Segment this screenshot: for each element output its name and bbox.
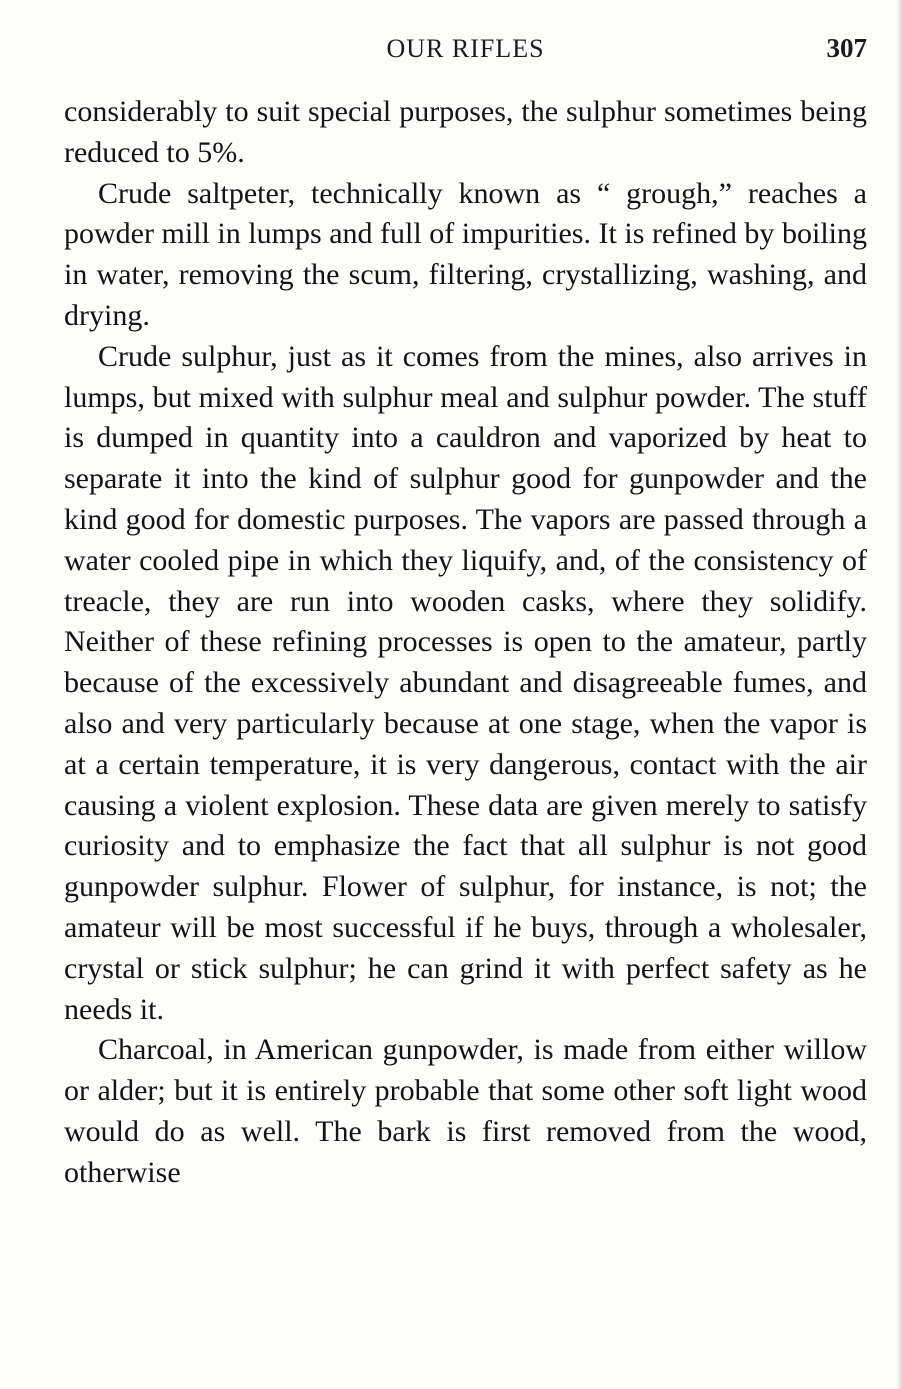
- paragraph-charcoal: Charcoal, in American gunpowder, is made from either willow or alder; but it is entirely probable that some other soft light wood would do as well. The bark is first removed from the wood, otherwise: [64, 1033, 867, 1189]
- paragraph-sulphur: Crude sulphur, just as it comes from the mines, also arrives in lumps, but mixed with sulphur meal and sulphur powder. The stuff is dumped in quantity into a cauldron and vaporized by heat to separate it into the kind of sulphur good for gunpowder and the kind good for domestic purposes. The vapors are passed through a water cooled pipe in which they liquify, and, of the consistency of treacle, they are run into wooden casks, where they solidify. Neither of these refining processes is open to the amateur, partly because of the excessively abundant and disagreeable fumes, and also and very particularly because at one stage, when the vapor is at a certain temperature, it is very dangerous, contact with the air causing a violent explosion. These data are given merely to satisfy curiosity and to emphasize the fact that all sulphur is not good gunpowder sulphur. Flower of sulphur, for instance, is not; the amateur will be most successful if he buys, through a wholesaler, crystal or stick sulphur; he can grind it with perfect safety as he needs it.: [64, 339, 867, 1026]
- paragraph-saltpeter: Crude saltpeter, technically known as “ grough,” reaches a powder mill in lumps and full of impurities. It is refined by boiling in water, removing the scum, filtering, crystallizing, washing, and drying.: [64, 176, 867, 332]
- page-number: 307: [826, 33, 867, 63]
- running-head: [64, 30, 867, 70]
- paragraph-continued: considerably to suit special purposes, the sulphur sometimes being reduced to 5%.: [64, 95, 867, 169]
- page-edge-shadow: [896, 0, 902, 1389]
- running-title: OUR RIFLES: [386, 34, 545, 63]
- body-text: [64, 92, 867, 1194]
